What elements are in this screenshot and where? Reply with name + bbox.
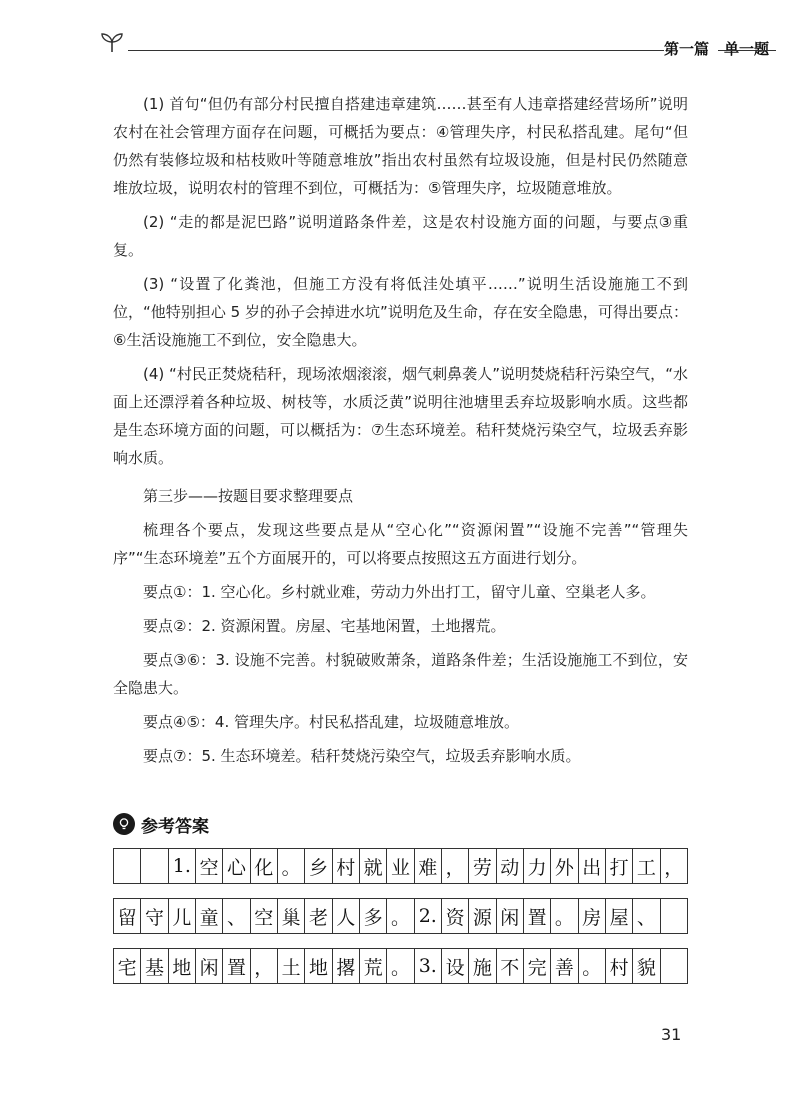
grid-cell: 化	[251, 849, 278, 883]
grid-cell: 撂	[333, 949, 360, 983]
grid-cell: ，	[664, 856, 684, 879]
grid-row	[113, 848, 688, 884]
key-point-1: 要点①：1. 空心化。乡村就业难，劳动力外出打工，留守儿童、空巢老人多。	[143, 583, 656, 601]
grid-cell: 、	[633, 899, 660, 933]
grid-row	[113, 948, 688, 984]
grid-cell: 业	[387, 849, 414, 883]
grid-cell: 空	[251, 899, 278, 933]
grid-cell: 工	[633, 849, 660, 883]
grid-cell: 设	[442, 949, 469, 983]
analysis-paragraph-3: (3) “设置了化粪池，但施工方没有将低洼处填平……”说明生活设施施工不到位，“他特别担心 5 岁的孙子会掉进水坑”说明危及生命，存在安全隐患，可得出要点：⑥生活设施施工不到位，安全隐患大。	[113, 275, 688, 349]
grid-cell: 。	[278, 849, 305, 883]
page-header	[98, 30, 776, 60]
grid-cell: 善	[551, 949, 578, 983]
grid-cell: 2.	[415, 899, 442, 933]
grid-cell: 就	[360, 849, 387, 883]
grid-cell: 不	[497, 949, 524, 983]
answer-title: 参考答案	[141, 816, 209, 837]
header-rule-right	[718, 50, 776, 51]
grid-cell: 人	[333, 899, 360, 933]
key-point-5: 要点⑦：5. 生态环境差。秸秆焚烧污染空气，垃圾丢弃影响水质。	[143, 747, 581, 765]
grid-cell: 出	[579, 849, 606, 883]
grid-cell: 基	[141, 949, 168, 983]
grid-cell: 动	[497, 849, 524, 883]
grid-cell: 难	[415, 849, 442, 883]
grid-cell: 房	[579, 899, 606, 933]
analysis-paragraph-2: (2) “走的都是泥巴路”说明道路条件差，这是农村设施方面的问题，与要点③重复。	[113, 213, 688, 259]
grid-cell: 地	[305, 949, 332, 983]
grid-cell: 、	[223, 899, 250, 933]
grid-cell: 荒	[360, 949, 387, 983]
grid-cell: 劳	[469, 849, 496, 883]
grid-cell: 完	[524, 949, 551, 983]
grid-cell: 。	[551, 899, 578, 933]
chapter-title: 第一篇 单一题	[664, 40, 770, 58]
step3-heading: 第三步——按题目要求整理要点	[143, 487, 354, 505]
grid-cell: ，	[442, 849, 469, 883]
step3-intro: 梳理各个要点，发现这些要点是从“空心化”“资源闲置”“设施不完善”“管理失序”“生态环境差”五个方面展开的，可以将要点按照这五方面进行划分。	[113, 521, 688, 567]
grid-cell: 3.	[415, 949, 442, 983]
key-point-4: 要点④⑤：4. 管理失序。村民私搭乱建，垃圾随意堆放。	[143, 713, 519, 731]
grid-row	[113, 898, 688, 934]
grid-cell: 貌	[633, 949, 660, 983]
grid-cell: 乡	[305, 849, 332, 883]
grid-cell	[114, 849, 141, 883]
analysis-body	[113, 90, 688, 776]
grid-cell: 儿	[169, 899, 196, 933]
grid-cell: 置	[524, 899, 551, 933]
grid-cell: 源	[469, 899, 496, 933]
grid-cell: 巢	[278, 899, 305, 933]
grid-cell: 。	[387, 899, 414, 933]
lightbulb-icon	[113, 813, 135, 835]
grid-cell: 施	[469, 949, 496, 983]
page-number: 31	[661, 1025, 682, 1044]
grid-cell: 守	[141, 899, 168, 933]
grid-cell: 心	[223, 849, 250, 883]
grid-cell: 多	[360, 899, 387, 933]
grid-cell: 村	[333, 849, 360, 883]
grid-cell: 。	[579, 949, 606, 983]
grid-cell: 资	[442, 899, 469, 933]
grid-cell: 力	[524, 849, 551, 883]
grid-cell: 空	[196, 849, 223, 883]
grid-cell: 留	[114, 899, 141, 933]
grid-cell: 屋	[606, 899, 633, 933]
grid-cell: 闲	[497, 899, 524, 933]
grid-cell: 老	[305, 899, 332, 933]
header-rule-left	[128, 50, 664, 51]
grid-cell: 置	[223, 949, 250, 983]
grid-cell: 地	[169, 949, 196, 983]
grid-cell	[661, 899, 687, 933]
grid-cell: 宅	[114, 949, 141, 983]
grid-cell: 土	[278, 949, 305, 983]
sprout-icon	[98, 30, 126, 54]
answer-writing-grid	[113, 848, 688, 998]
analysis-paragraph-1: (1) 首句“但仍有部分村民擅自搭建违章建筑……甚至有人违章搭建经营场所”说明农村在社会管理方面存在问题，可概括为要点：④管理失序，村民私搭乱建。尾句“但仍然有装修垃圾和枯枝败叶等随意堆放”指出农村虽然有垃圾设施，但是村民仍然随意堆放垃圾，说明农村的管理不到位，可概括为：⑤管理失序，垃圾随意堆放。	[113, 95, 688, 197]
grid-cell: 闲	[196, 949, 223, 983]
grid-cell: 外	[551, 849, 578, 883]
answer-heading	[113, 812, 209, 836]
grid-cell: 童	[196, 899, 223, 933]
key-point-3: 要点③⑥：3. 设施不完善。村貌破败萧条，道路条件差；生活设施施工不到位，安全隐患大。	[113, 651, 688, 697]
key-point-2: 要点②：2. 资源闲置。房屋、宅基地闲置，土地撂荒。	[143, 617, 506, 635]
grid-cell: 。	[387, 949, 414, 983]
analysis-paragraph-4: (4) “村民正焚烧秸秆，现场浓烟滚滚，烟气刺鼻袭人”说明焚烧秸秆污染空气，“水面上还漂浮着各种垃圾、树枝等，水质泛黄”说明往池塘里丢弃垃圾影响水质。这些都是生态环境方面的问题，可以概括为：⑦生态环境差。秸秆焚烧污染空气，垃圾丢弃影响水质。	[113, 365, 688, 467]
grid-cell: 村	[606, 949, 633, 983]
grid-cell: ，	[251, 949, 278, 983]
grid-cell: 1.	[169, 849, 196, 883]
grid-cell	[141, 849, 168, 883]
grid-cell	[661, 949, 687, 983]
grid-cell: 打	[606, 849, 633, 883]
